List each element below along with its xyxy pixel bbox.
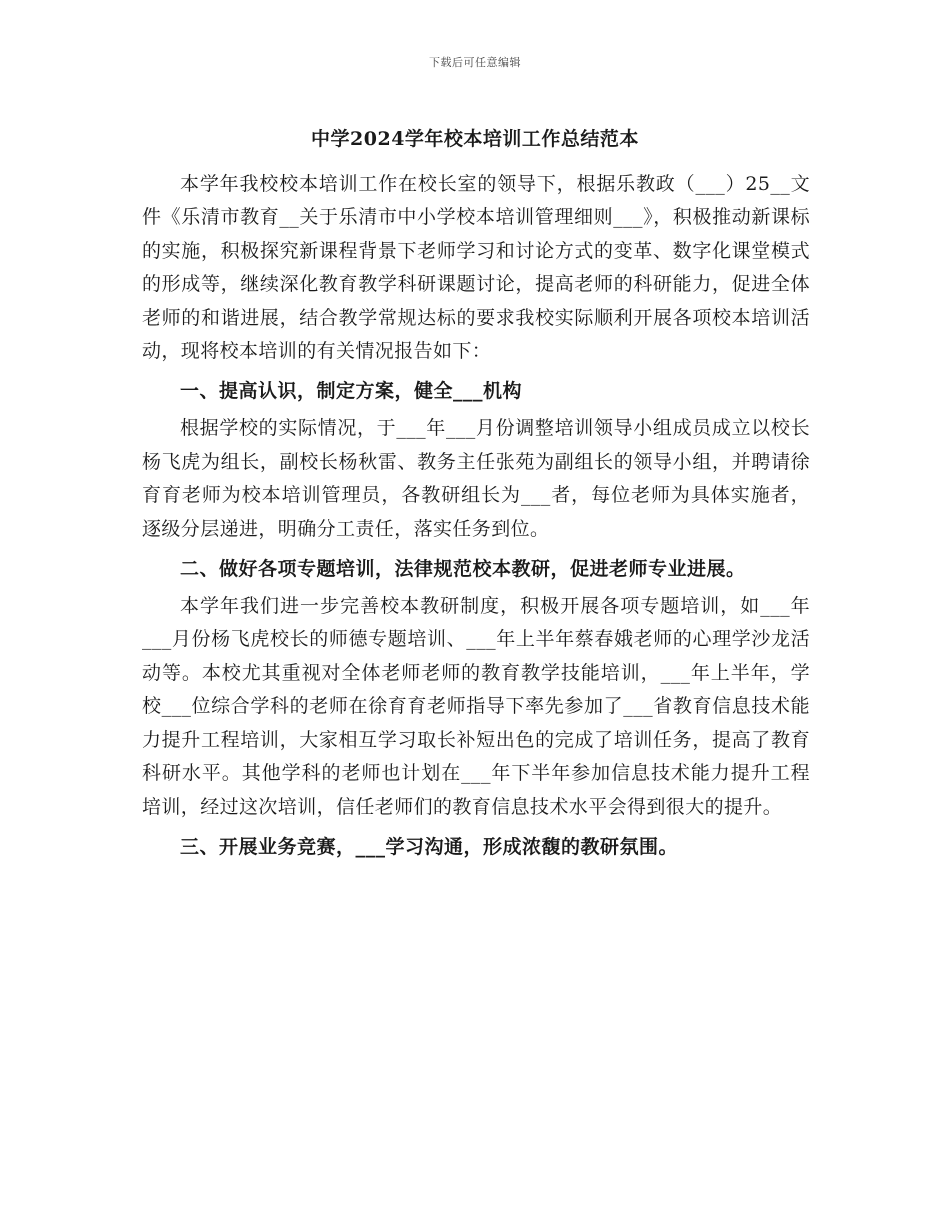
section-2-paragraph: 本学年我们进一步完善校本教研制度，积极开展各项专题培训，如___年___月份杨飞虎校长的师德专题培训、___年上半年蔡春娥老师的心理学沙龙活动等。本校尤其重视对全体老师老师的教育教学技能培训，___年上半年，学校___位综合学科的老师在徐育育老师指导下率先参加了___省教育信息技术能力提升工程培训，大家相互学习取长补短出色的完成了培训任务，提高了教育科研水平。其他学科的老师也计划在___年下半年参加信息技术能力提升工程培训，经过这次培训，信任老师们的教育信息技术水平会得到很大的提升。 — [142, 595, 810, 818]
document-title: 中学2024学年校本培训工作总结范本 — [311, 128, 639, 150]
section-heading-1: 一、提高认识，制定方案，健全___机构 — [180, 380, 523, 403]
section-1-paragraph: 根据学校的实际情况，于___年___月份调整培训领导小组成员成立以校长杨飞虎为组长，副校长杨秋雷、教务主任张苑为副组长的领导小组，并聘请徐育育老师为校本培训管理员，各教研组长为___者，每位老师为具体实施者，逐级分层递进，明确分工责任，落实任务到位。 — [142, 417, 810, 540]
intro-paragraph: 本学年我校校本培训工作在校长室的领导下，根据乐教政（___）25__文件《乐清市教育__关于乐清市中小学校本培训管理细则___》，积极推动新课标的实施，积极探究新课程背景下老师学习和讨论方式的变革、数字化课堂模式的形成等，继续深化教育教学科研课题讨论，提高老师的科研能力，促进全体老师的和谐进展，结合教学常规达标的要求我校实际顺利开展各项校本培训活动，现将校本培训的有关情况报告如下： — [142, 173, 810, 363]
section-heading-2: 二、做好各项专题培训，法律规范校本教研，促进老师专业进展。 — [180, 558, 746, 581]
section-heading-3: 三、开展业务竞赛，___学习沟通，形成浓馥的教研氛围。 — [180, 835, 679, 858]
document-body — [142, 168, 810, 868]
header-note: 下载后可任意编辑 — [429, 56, 521, 69]
